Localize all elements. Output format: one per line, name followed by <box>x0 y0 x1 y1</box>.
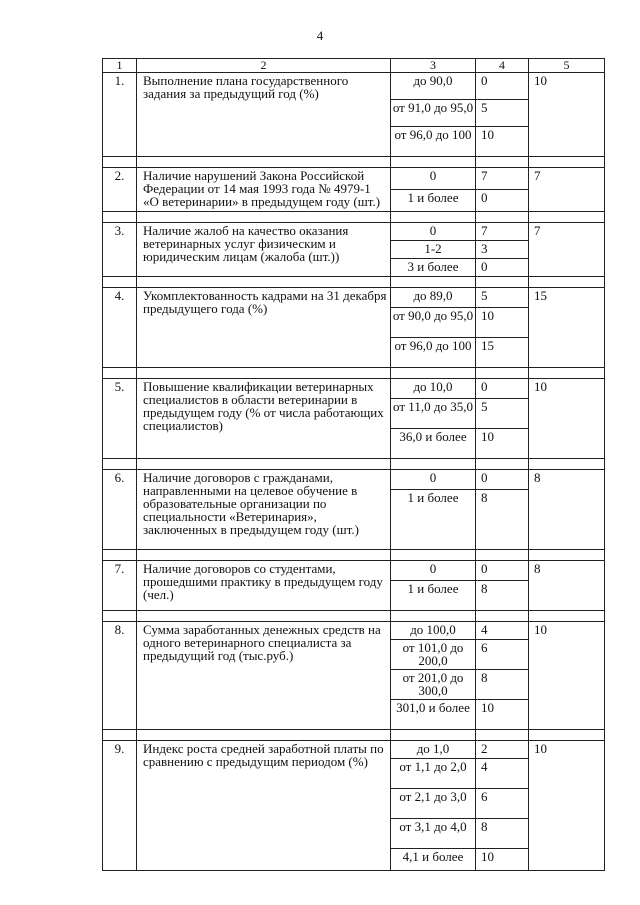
row-number: 7. <box>103 561 137 611</box>
row-spacer <box>103 368 605 379</box>
score: 5 <box>476 100 529 127</box>
value-range: 3 и более <box>391 259 476 277</box>
row-number: 9. <box>103 741 137 871</box>
value-range: 0 <box>391 470 476 490</box>
value-range: 1-2 <box>391 241 476 259</box>
value-range: 4,1 и более <box>391 849 476 871</box>
spacer-cell <box>391 277 476 288</box>
score: 8 <box>476 670 529 700</box>
header-cell: 2 <box>137 59 391 73</box>
spacer-cell <box>137 730 391 741</box>
spacer-cell <box>391 459 476 470</box>
score: 0 <box>476 379 529 399</box>
spacer-cell <box>529 368 605 379</box>
spacer-cell <box>476 459 529 470</box>
page-number: 4 <box>316 28 324 43</box>
row-spacer <box>103 212 605 223</box>
value-range: 36,0 и более <box>391 429 476 459</box>
spacer-cell <box>137 459 391 470</box>
score: 0 <box>476 190 529 212</box>
table-row <box>103 622 605 640</box>
criterion-description: Наличие нарушений Закона Российской Федерации от 14 мая 1993 года № 4979-1 «О ветеринарии» в предыдущем году (шт.) <box>137 168 391 212</box>
score: 3 <box>476 241 529 259</box>
spacer-cell <box>529 277 605 288</box>
spacer-cell <box>476 611 529 622</box>
criteria-table <box>102 58 605 871</box>
table-row <box>103 223 605 241</box>
spacer-cell <box>529 611 605 622</box>
spacer-cell <box>103 277 137 288</box>
spacer-cell <box>137 368 391 379</box>
spacer-cell <box>103 212 137 223</box>
criterion-description: Повышение квалификации ветеринарных специалистов в области ветеринарии в предыдущем году (% от числа работающих специалистов) <box>137 379 391 459</box>
table-row <box>103 73 605 100</box>
score: 4 <box>476 622 529 640</box>
value-range: от 201,0 до 300,0 <box>391 670 476 700</box>
spacer-cell <box>476 730 529 741</box>
row-spacer <box>103 157 605 168</box>
value-range: до 100,0 <box>391 622 476 640</box>
score: 0 <box>476 259 529 277</box>
score: 4 <box>476 759 529 789</box>
table-row <box>103 741 605 759</box>
table-row <box>103 379 605 399</box>
value-range: до 10,0 <box>391 379 476 399</box>
value-range: 1 и более <box>391 490 476 550</box>
spacer-cell <box>391 550 476 561</box>
score: 2 <box>476 741 529 759</box>
spacer-cell <box>529 157 605 168</box>
value-range: 0 <box>391 168 476 190</box>
max-score: 10 <box>529 741 605 871</box>
row-spacer <box>103 277 605 288</box>
value-range: 1 и более <box>391 581 476 611</box>
row-number: 4. <box>103 288 137 368</box>
score: 0 <box>476 73 529 100</box>
spacer-cell <box>529 459 605 470</box>
score: 5 <box>476 399 529 429</box>
score: 15 <box>476 338 529 368</box>
max-score: 10 <box>529 73 605 157</box>
spacer-cell <box>103 157 137 168</box>
spacer-cell <box>529 730 605 741</box>
row-spacer <box>103 611 605 622</box>
max-score: 8 <box>529 470 605 550</box>
value-range: от 101,0 до 200,0 <box>391 640 476 670</box>
value-range: 0 <box>391 561 476 581</box>
spacer-cell <box>476 277 529 288</box>
spacer-cell <box>103 611 137 622</box>
value-range: от 91,0 до 95,0 <box>391 100 476 127</box>
criterion-description: Укомплектованность кадрами на 31 декабря предыдущего года (%) <box>137 288 391 368</box>
criterion-description: Индекс роста средней заработной платы по сравнению с предыдущим периодом (%) <box>137 741 391 871</box>
value-range: от 90,0 до 95,0 <box>391 308 476 338</box>
score: 10 <box>476 849 529 871</box>
spacer-cell <box>529 550 605 561</box>
row-number: 1. <box>103 73 137 157</box>
header-row <box>103 59 605 73</box>
spacer-cell <box>391 368 476 379</box>
table-row <box>103 561 605 581</box>
value-range: 301,0 и более <box>391 700 476 730</box>
value-range: до 1,0 <box>391 741 476 759</box>
row-number: 8. <box>103 622 137 730</box>
value-range: от 1,1 до 2,0 <box>391 759 476 789</box>
spacer-cell <box>476 368 529 379</box>
spacer-cell <box>103 550 137 561</box>
score: 10 <box>476 700 529 730</box>
criterion-description: Наличие жалоб на качество оказания ветеринарных услуг физическим и юридическим лицам (жалоба (шт.)) <box>137 223 391 277</box>
spacer-cell <box>391 157 476 168</box>
header-cell: 3 <box>391 59 476 73</box>
value-range: 1 и более <box>391 190 476 212</box>
score: 8 <box>476 581 529 611</box>
table-row <box>103 168 605 190</box>
max-score: 10 <box>529 379 605 459</box>
row-number: 6. <box>103 470 137 550</box>
header-cell: 4 <box>476 59 529 73</box>
max-score: 7 <box>529 168 605 212</box>
header-cell: 5 <box>529 59 605 73</box>
value-range: до 89,0 <box>391 288 476 308</box>
max-score: 15 <box>529 288 605 368</box>
value-range: от 96,0 до 100 <box>391 127 476 157</box>
score: 10 <box>476 429 529 459</box>
score: 8 <box>476 819 529 849</box>
spacer-cell <box>391 730 476 741</box>
score: 6 <box>476 789 529 819</box>
score: 7 <box>476 168 529 190</box>
spacer-cell <box>476 550 529 561</box>
header-cell: 1 <box>103 59 137 73</box>
spacer-cell <box>529 212 605 223</box>
row-spacer <box>103 730 605 741</box>
score: 10 <box>476 308 529 338</box>
row-spacer <box>103 550 605 561</box>
spacer-cell <box>137 157 391 168</box>
row-spacer <box>103 459 605 470</box>
score: 10 <box>476 127 529 157</box>
row-number: 5. <box>103 379 137 459</box>
criterion-description: Наличие договоров со студентами, прошедшими практику в предыдущем году (чел.) <box>137 561 391 611</box>
score: 8 <box>476 490 529 550</box>
criterion-description: Наличие договоров с гражданами, направленными на целевое обучение в образовательные организации по специальности «Ветеринария», заключенных в предыдущем году (шт.) <box>137 470 391 550</box>
score: 5 <box>476 288 529 308</box>
spacer-cell <box>391 611 476 622</box>
spacer-cell <box>137 212 391 223</box>
row-number: 2. <box>103 168 137 212</box>
score: 7 <box>476 223 529 241</box>
criterion-description: Выполнение плана государственного задания за предыдущий год (%) <box>137 73 391 157</box>
max-score: 7 <box>529 223 605 277</box>
spacer-cell <box>103 730 137 741</box>
spacer-cell <box>103 368 137 379</box>
value-range: до 90,0 <box>391 73 476 100</box>
spacer-cell <box>103 459 137 470</box>
spacer-cell <box>137 277 391 288</box>
value-range: от 3,1 до 4,0 <box>391 819 476 849</box>
criterion-description: Сумма заработанных денежных средств на одного ветеринарного специалиста за предыдущий год (тыс.руб.) <box>137 622 391 730</box>
value-range: от 96,0 до 100 <box>391 338 476 368</box>
max-score: 10 <box>529 622 605 730</box>
value-range: от 11,0 до 35,0 <box>391 399 476 429</box>
spacer-cell <box>476 212 529 223</box>
row-number: 3. <box>103 223 137 277</box>
spacer-cell <box>137 550 391 561</box>
max-score: 8 <box>529 561 605 611</box>
score: 0 <box>476 561 529 581</box>
spacer-cell <box>476 157 529 168</box>
spacer-cell <box>137 611 391 622</box>
score: 6 <box>476 640 529 670</box>
table-row <box>103 470 605 490</box>
table-row <box>103 288 605 308</box>
spacer-cell <box>391 212 476 223</box>
value-range: 0 <box>391 223 476 241</box>
value-range: от 2,1 до 3,0 <box>391 789 476 819</box>
score: 0 <box>476 470 529 490</box>
